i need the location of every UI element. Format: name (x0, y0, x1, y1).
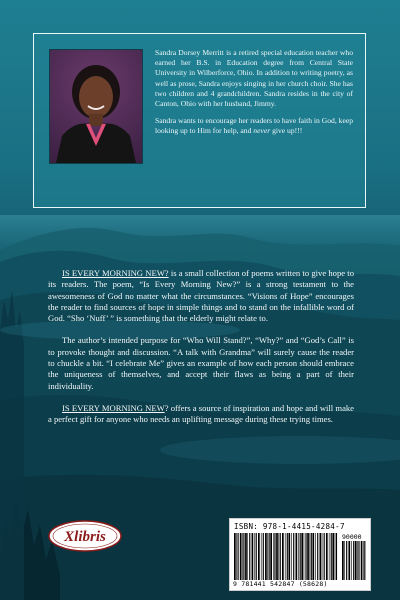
xlibris-logo-mark (47, 518, 123, 554)
isbn-label: ISBN: 978-1-4415-4284-7 (234, 522, 345, 531)
xlibris-logo-text: Xlibris (64, 529, 106, 545)
barcode-bars (234, 533, 338, 580)
barcode-digits: 9 781441 542847 (58628) (233, 580, 328, 588)
author-portrait-illustration (50, 50, 142, 163)
author-bio-box (33, 33, 366, 208)
description-paragraph-3-text: ? offers a source of inspiration and hope and will make a perfect gift for anyone who needs an uplifting message during these trying times. (48, 402, 354, 425)
price-code: 90000 (342, 533, 362, 541)
book-title-reference-2: IS EVERY MORNING NEW (62, 402, 165, 413)
xlibris-logo (47, 518, 123, 554)
bio-paragraph-1: Sandra Dorsey Merritt is a retired special education teacher who earned her B.S. in Education degree from Central State University in Wilberforce, Ohio. In addition to writing poetry, as well as prose, Sandra enjoys singing in her church choir. She has two children and 4 grandchildren. Sandra resides in the city of Canton, Ohio with her husband, Jimmy. (155, 48, 353, 109)
description-paragraph-1-text: is a small collection of poems written to give hope to its readers. The poem, “Is Every Morning New?” is a strong testament to the awesomeness of God no matter what the circumstances. “Visions of Hope” encourages the reader to find sources of hope in simple things and to stand on the infallible word of God. “Sho ‘Nuff’ ” is something that the elderly might relate to. (48, 268, 354, 324)
book-description (48, 268, 354, 437)
description-paragraph-3 (48, 403, 354, 426)
price-code-bars (342, 541, 366, 580)
bio-paragraph-2-end: give up!!! (270, 126, 303, 136)
book-title-reference-1: IS EVERY MORNING NEW? (62, 268, 169, 278)
bio-paragraph-2 (155, 116, 353, 136)
bio-paragraph-2-start: Sandra wants to encourage her readers to have faith in God, keep looking up to Him for help, and (155, 116, 353, 136)
bio-paragraph-2-emphasis: never (253, 126, 271, 136)
isbn-barcode (229, 518, 371, 591)
description-paragraph-1 (48, 268, 354, 324)
author-bio-text (155, 48, 353, 144)
description-paragraph-2: The author’s intended purpose for “Who Will Stand?”, “Why?” and “God’s Call” is to provoke thought and discussion. “A talk with Grandma” will surely cause the reader to chuckle a bit. “I celebrate Me” gives an example of how each person should embrace the uniqueness of themselves, and accept their flaws as being a part of their individuality. (48, 335, 354, 391)
author-photo (49, 49, 143, 164)
